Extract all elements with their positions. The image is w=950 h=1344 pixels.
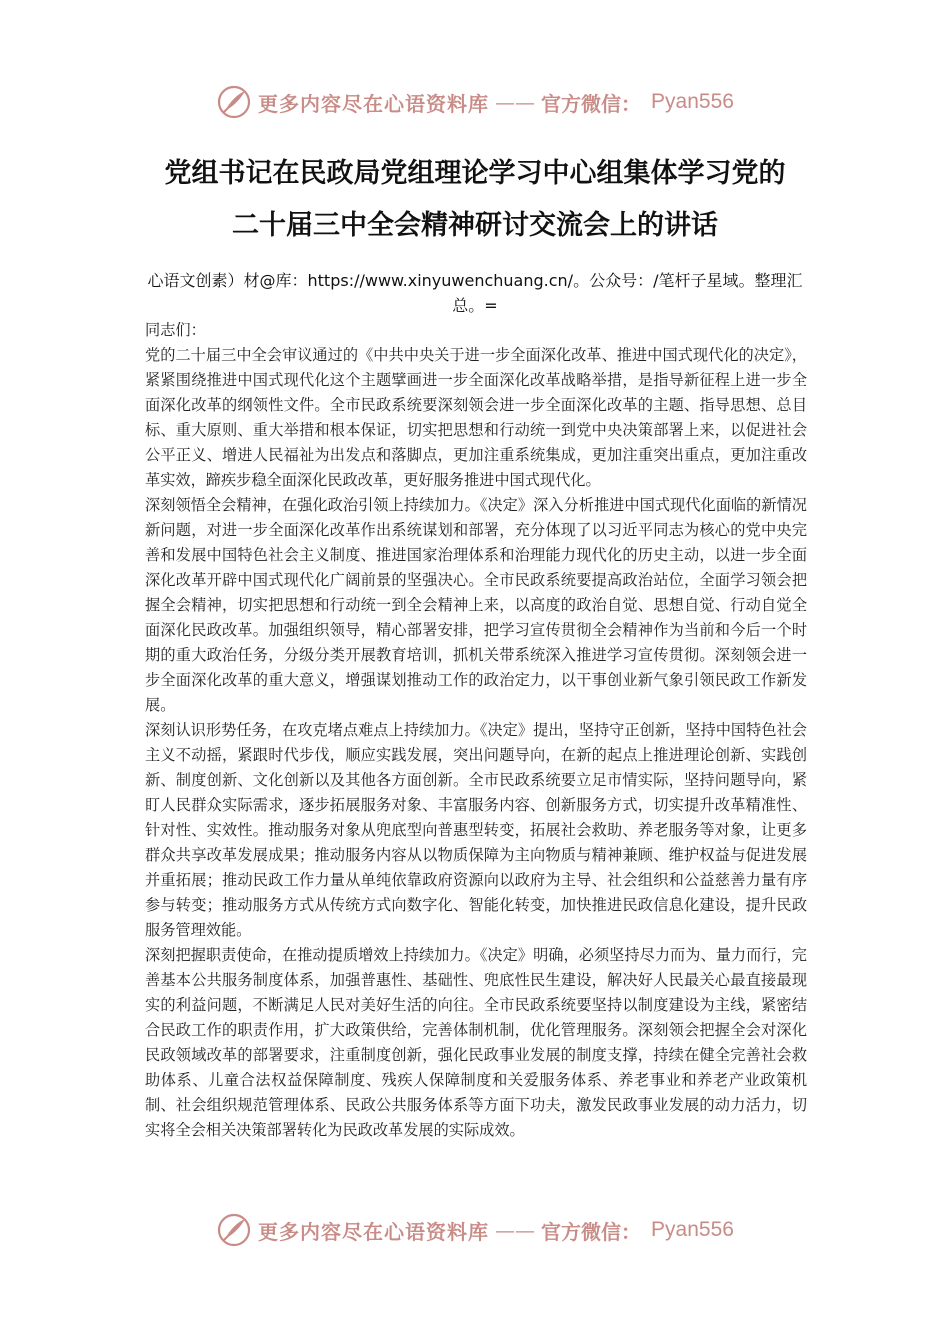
quill-logo-icon (216, 1212, 252, 1248)
paragraph-political-guidance: 深刻领悟全会精神，在强化政治引领上持续加力。《决定》深入分析推进中国式现代化面临的新情况新问题，对进一步全面深化改革作出系统谋划和部署，充分体现了以习近平同志为核心的党中央完善和发展中国特色社会主义制度、推进国家治理体系和治理能力现代化的历史主动，以进一步全面深化改革开辟中国式现代化广阔前景的坚强决心。全市民政系统要提高政治站位，全面学习领会把握全会精神，切实把思想和行动统一到全会精神上来，以高度的政治自觉、思想自觉、行动自觉全面深化民政改革。加强组织领导，精心部署安排，把学习宣传贯彻全会精神作为当前和今后一个时期的重大政治任务，分级分类开展教育培训，抓机关带系统深入推进学习宣传贯彻。深刻领会进一步全面深化改革的重大意义，增强谋划推动工作的政治定力，以干事创业新气象引领民政工作新发展。 (145, 496, 807, 714)
title-line-2: 二十届三中全会精神研讨交流会上的讲话 (232, 210, 718, 241)
page-title (0, 148, 950, 252)
paragraph-situation-tasks: 深刻认识形势任务，在攻克堵点难点上持续加力。《决定》提出，坚持守正创新，坚持中国特色社会主义不动摇，紧跟时代步伐，顺应实践发展，突出问题导向，在新的起点上推进理论创新、实践创新、制度创新、文化创新以及其他各方面创新。全市民政系统要立足市情实际，坚持问题导向，紧盯人民群众实际需求，逐步拓展服务对象、丰富服务内容、创新服务方式，切实提升改革精准性、针对性、实效性。推动服务对象从兜底型向普惠型转变，拓展社会救助、养老服务等对象，让更多群众共享改革发展成果；推动服务内容从以物质保障为主向物质与精神兼顾、维护权益与促进发展并重拓展；推动民政工作力量从单纯依靠政府资源向以政府为主导、社会组织和公益慈善力量有序参与转变；推动服务方式从传统方式向数字化、智能化转变，加快推进民政信息化建设，提升民政服务管理效能。 (145, 721, 807, 939)
paragraph-intro: 党的二十届三中全会审议通过的《中共中央关于进一步全面深化改革、推进中国式现代化的决定》，紧紧围绕推进中国式现代化这个主题擘画进一步全面深化改革战略举措，是指导新征程上进一步全面深化改革的纲领性文件。全市民政系统要深刻领会进一步全面深化改革的主题、指导思想、总目标、重大原则、重大举措和根本保证，切实把思想和行动统一到党中央决策部署上来，以促进社会公平正义、增进人民福祉为出发点和落脚点，更加注重系统集成，更加注重突出重点，更加注重改革实效，蹄疾步稳全面深化民政改革，更好服务推进中国式现代化。 (145, 346, 807, 489)
document-body (145, 318, 807, 1143)
salutation: 同志们： (145, 321, 206, 339)
banner-wechat-label: 官方微信： (541, 91, 642, 116)
banner-wechat-id: Pyan556 (651, 90, 734, 113)
footer-banner (0, 1210, 950, 1250)
title-line-1: 党组书记在民政局党组理论学习中心组集体学习党的 (164, 158, 786, 189)
banner-wechat-id: Pyan556 (651, 1218, 734, 1241)
source-line: 心语文创素）材@库：https://www.xinyuwenchuang.cn/。公众号：/笔杆子星域。整理汇总。= (147, 271, 803, 315)
banner-wechat-label: 官方微信： (541, 1219, 642, 1244)
header-banner (0, 82, 950, 122)
paragraph-duties-mission: 深刻把握职责使命，在推动提质增效上持续加力。《决定》明确，必须坚持尽力而为、量力而行，完善基本公共服务制度体系，加强普惠性、基础性、兜底性民生建设，解决好人民最关心最直接最现实的利益问题，不断满足人民对美好生活的向往。全市民政系统要坚持以制度建设为主线，紧密结合民政工作的职责作用，扩大政策供给，完善体制机制，优化管理服务。深刻领会把握全会对深化民政领域改革的部署要求，注重制度创新，强化民政事业发展的制度支撑，持续在健全完善社会救助体系、儿童合法权益保障制度、残疾人保障制度和关爱服务体系、养老事业和养老产业政策机制、社会组织规范管理体系、民政公共服务体系等方面下功夫，激发民政事业发展的动力活力，切实将全会相关决策部署转化为民政改革发展的实际成效。 (145, 946, 807, 1139)
banner-text: 更多内容尽在心语资料库 (258, 91, 490, 116)
banner-dash: —— (495, 90, 536, 114)
banner-dash: —— (495, 1218, 536, 1242)
quill-logo-icon (216, 84, 252, 120)
banner-text: 更多内容尽在心语资料库 (258, 1219, 490, 1244)
